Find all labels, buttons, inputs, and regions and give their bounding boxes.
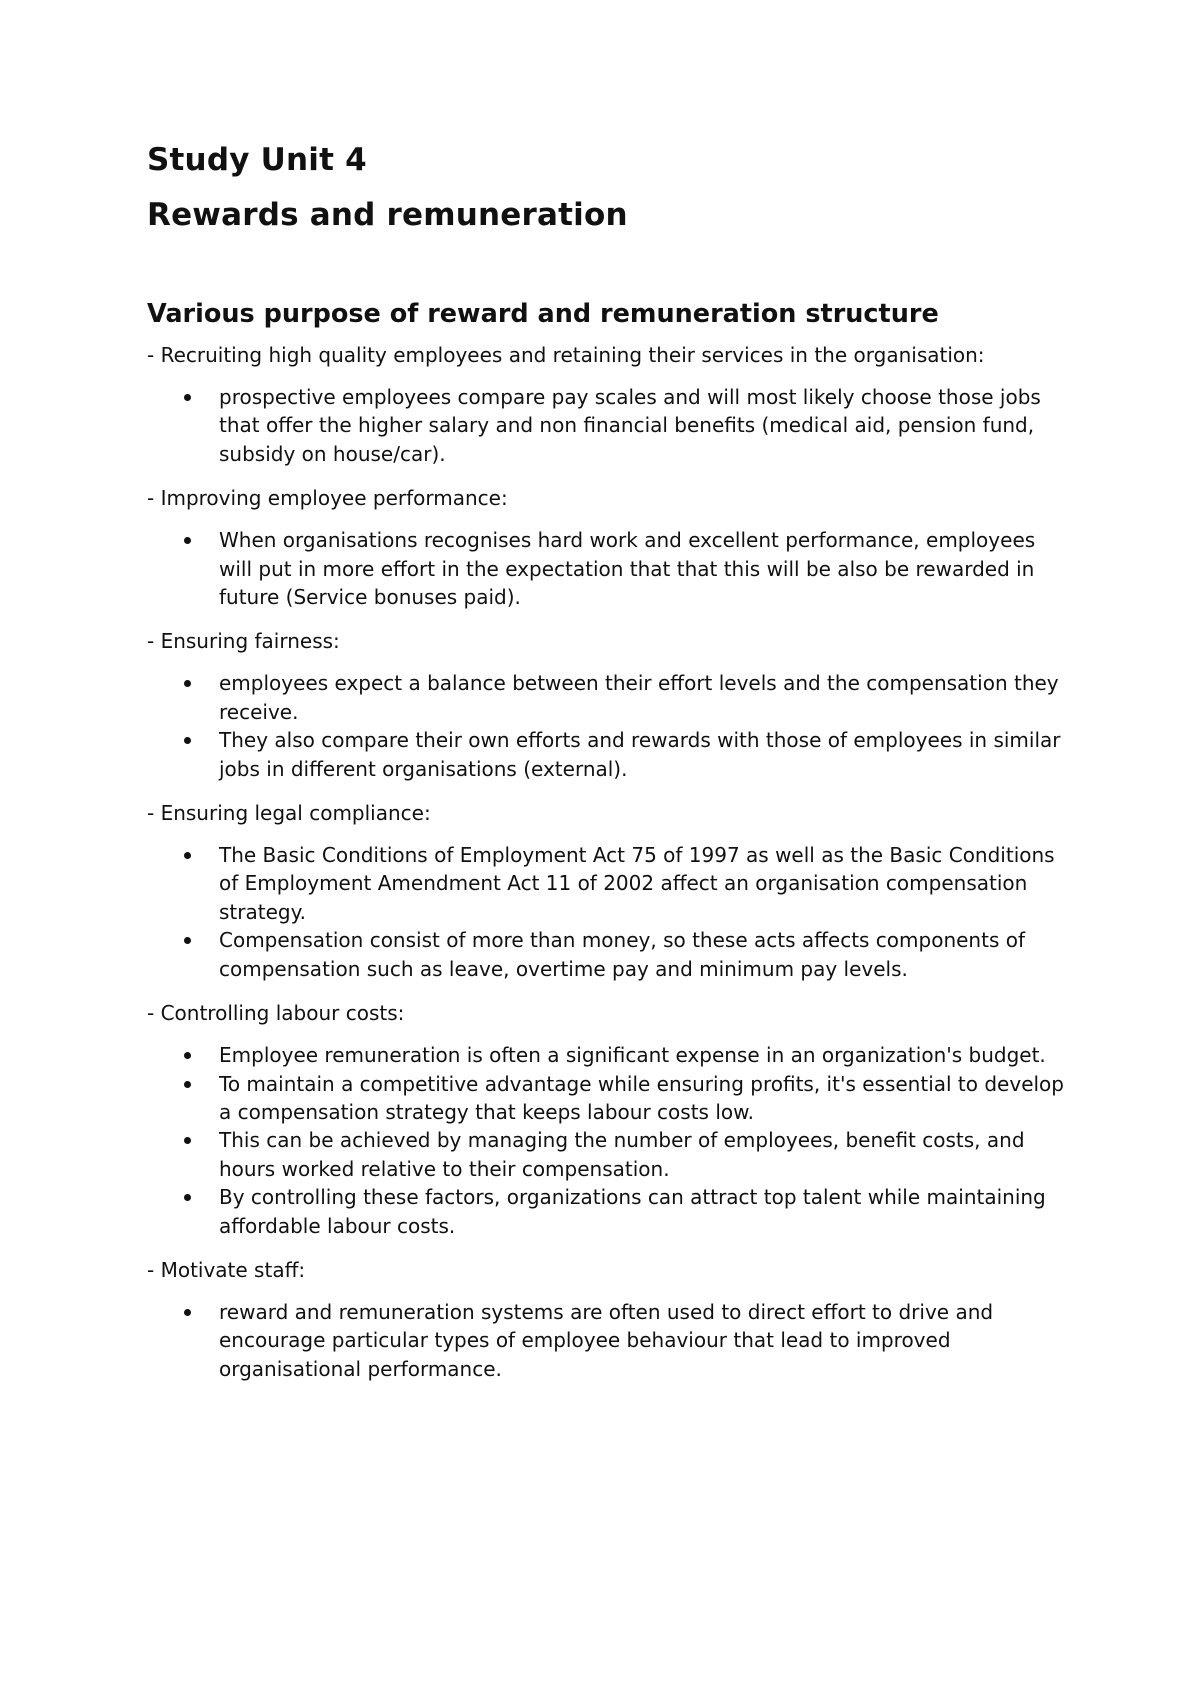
bullet-item xyxy=(147,1126,1067,1183)
bullet-text: Compensation consist of more than money, so these acts affects components of compensation such as leave, overtime pay and minimum pay levels. xyxy=(219,928,1026,981)
bullet-text: Employee remuneration is often a significant expense in an organization's budget. xyxy=(219,1043,1046,1068)
purpose-section xyxy=(147,627,1067,783)
purpose-label: - Recruiting high quality employees and retaining their services in the organisation: xyxy=(147,343,985,367)
bullet-icon xyxy=(184,1137,191,1144)
purpose-label: - Motivate staff: xyxy=(147,1257,306,1282)
purpose-label: - Ensuring legal compliance: xyxy=(147,801,431,826)
bullet-item xyxy=(147,669,1067,726)
bullet-text: When organisations recognises hard work and excellent performance, employees will put in more effort in the expectation that that this will be also be rewarded in future (Service bonuses paid). xyxy=(219,528,1036,610)
bullet-text: The Basic Conditions of Employment Act 75 of 1997 as well as the Basic Conditions of Employment Amendment Act 11 of 2002 affect an organisation compensation strategy. xyxy=(219,843,1055,924)
bullet-icon xyxy=(184,394,191,401)
purpose-section xyxy=(147,799,1067,983)
purpose-section xyxy=(147,1256,1067,1383)
bullet-list xyxy=(147,1298,1067,1383)
section-heading: Various purpose of reward and remuneration structure xyxy=(147,299,939,329)
bullet-icon xyxy=(184,1081,191,1088)
bullet-icon xyxy=(184,1052,191,1059)
bullet-list xyxy=(147,1041,1067,1240)
purpose-list xyxy=(147,341,1067,1383)
bullet-item xyxy=(147,526,1067,611)
bullet-item xyxy=(147,726,1067,783)
bullet-icon xyxy=(184,1309,191,1316)
document-title: Study Unit 4 xyxy=(147,142,367,178)
bullet-item xyxy=(147,1298,1067,1383)
bullet-icon xyxy=(184,1194,191,1201)
bullet-list xyxy=(147,526,1067,611)
bullet-list xyxy=(147,383,1067,468)
bullet-icon xyxy=(184,852,191,859)
bullet-icon xyxy=(184,937,191,944)
bullet-text: employees expect a balance between their effort levels and the compensation they receive. xyxy=(219,671,1059,724)
purpose-label: - Improving employee performance: xyxy=(147,486,508,511)
bullet-icon xyxy=(184,537,191,544)
bullet-item xyxy=(147,926,1067,983)
bullet-item xyxy=(147,841,1067,926)
bullet-text: This can be achieved by managing the number of employees, benefit costs, and hours worked relative to their compensation. xyxy=(219,1128,1025,1181)
bullet-text: reward and remuneration systems are often used to direct effort to drive and encourage particular types of employee behaviour that lead to improved organisational performance. xyxy=(219,1299,994,1381)
bullet-text: They also compare their own efforts and rewards with those of employees in similar jobs in different organisations (external). xyxy=(219,728,1061,781)
document-subtitle: Rewards and remuneration xyxy=(147,197,628,233)
bullet-list xyxy=(147,841,1067,983)
purpose-label: - Ensuring fairness: xyxy=(147,629,340,654)
bullet-list xyxy=(147,669,1067,783)
purpose-section xyxy=(147,484,1067,611)
purpose-section xyxy=(147,999,1067,1240)
purpose-label: - Controlling labour costs: xyxy=(147,1001,405,1026)
bullet-icon xyxy=(184,680,191,687)
purpose-section xyxy=(147,341,1067,468)
bullet-icon xyxy=(184,737,191,744)
bullet-text: To maintain a competitive advantage while ensuring profits, it's essential to develop a compensation strategy that keeps labour costs low. xyxy=(219,1071,1064,1124)
bullet-item xyxy=(147,383,1067,468)
document-page xyxy=(147,140,1067,1383)
bullet-item xyxy=(147,1070,1067,1127)
bullet-item xyxy=(147,1183,1067,1240)
bullet-text: prospective employees compare pay scales and will most likely choose those jobs that offer the higher salary and non financial benefits (medical aid, pension fund, subsidy on house/car). xyxy=(219,385,1041,466)
bullet-item xyxy=(147,1041,1067,1069)
bullet-text: By controlling these factors, organizations can attract top talent while maintaining affordable labour costs. xyxy=(219,1185,1046,1238)
